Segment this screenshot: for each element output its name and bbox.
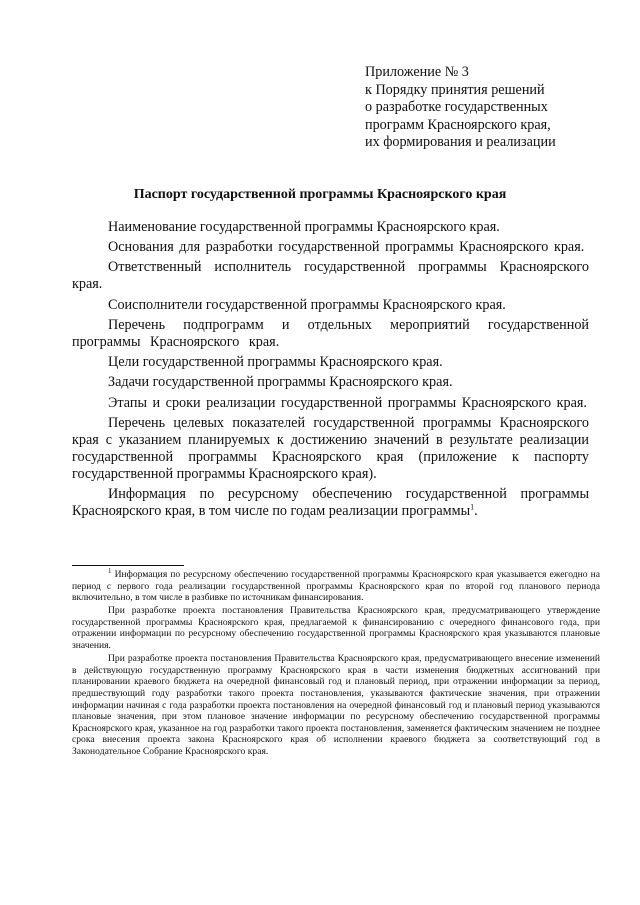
passport-item: Цели государственной программы Красноярского края. <box>108 354 443 371</box>
passport-item: Ответственный исполнитель государственной программы Красноярского края. <box>72 259 589 293</box>
passport-item: Этапы и сроки реализации государственной программы Красноярского края. <box>108 394 587 411</box>
footnote-paragraph: При разработке проекта постановления Правительства Красноярского края, предусматривающего внесение изменений в действующую государственную программу Красноярского края в части изменения бюджетных ассигнований при планировании краевого бюджета на очередной финансовый год и плановый период, при отражении информации за период, предшествующий году разработки такого проекта постановления, указываются фактические значения, при отражении информации начиная с года разработки проекта постановления на очередной финансовый год и плановый период указываются плановые значения, при этом плановое значение информации по ресурсному обеспечению государственной программы Красноярского края, указанное на год разработки такого проекта постановления, заменяется фактическим значением не позднее срока внесения проекта закона Красноярского края об исполнении краевого бюджета за соответствующий год в Законодательное Собрание Красноярского края. <box>72 653 600 757</box>
footnote-marker: 1 <box>470 502 475 512</box>
passport-items <box>72 219 589 523</box>
passport-item: Перечень целевых показателей государственной программы Красноярского края с указанием планируемых к достижению значений в результате реализации государственной программы Красноярского края (приложение к паспорту государственной программы Красноярского края). <box>72 414 589 482</box>
annex-header <box>365 64 615 152</box>
footnote-text: Информация по ресурсному обеспечению государственной программы Красноярского края указывается ежегодно на период с первого года реализации государственной программы Красноярского края по второй год планового периода включительно, в том числе в разбивке по источникам финансирования. <box>72 569 600 604</box>
passport-item: Основания для разработки государственной программы Красноярского края. <box>108 239 585 256</box>
passport-item: Наименование государственной программы Красноярского края. <box>108 219 500 235</box>
annex-line: о разработке государственных <box>365 99 548 116</box>
passport-item-with-footnote <box>72 486 589 520</box>
footnote-paragraph: При разработке проекта постановления Правительства Красноярского края, предусматривающего утверждение государственной программы Красноярского края, предлагаемой к финансированию с очередного финансового года, при отражении информации по ресурсному обеспечению государственной программы Красноярского края указываются плановые значения. <box>72 605 600 652</box>
footnote-marker: 1 <box>108 566 112 575</box>
footnote-separator <box>72 565 184 566</box>
footnotes <box>72 566 600 759</box>
footnote-paragraph <box>72 566 600 604</box>
annex-line: их формирования и реализации <box>365 134 556 151</box>
passport-item-text: Информация по ресурсному обеспечению государственной программы Красноярского края, в том числе по годам реализации программы <box>72 486 589 520</box>
annex-line: к Порядку принятия решений <box>365 81 545 98</box>
annex-line: Приложение № 3 <box>365 64 469 80</box>
passport-item: Соисполнители государственной программы Красноярского края. <box>108 296 506 313</box>
passport-item: Перечень подпрограмм и отдельных мероприятий государственной программы Красноярского края. <box>72 316 589 350</box>
annex-line: программ Красноярского края, <box>365 116 551 133</box>
passport-item-end: . <box>474 503 478 520</box>
passport-item: Задачи государственной программы Красноярского края. <box>108 374 453 391</box>
document-title: Паспорт государственной программы Красноярского края <box>133 187 507 202</box>
